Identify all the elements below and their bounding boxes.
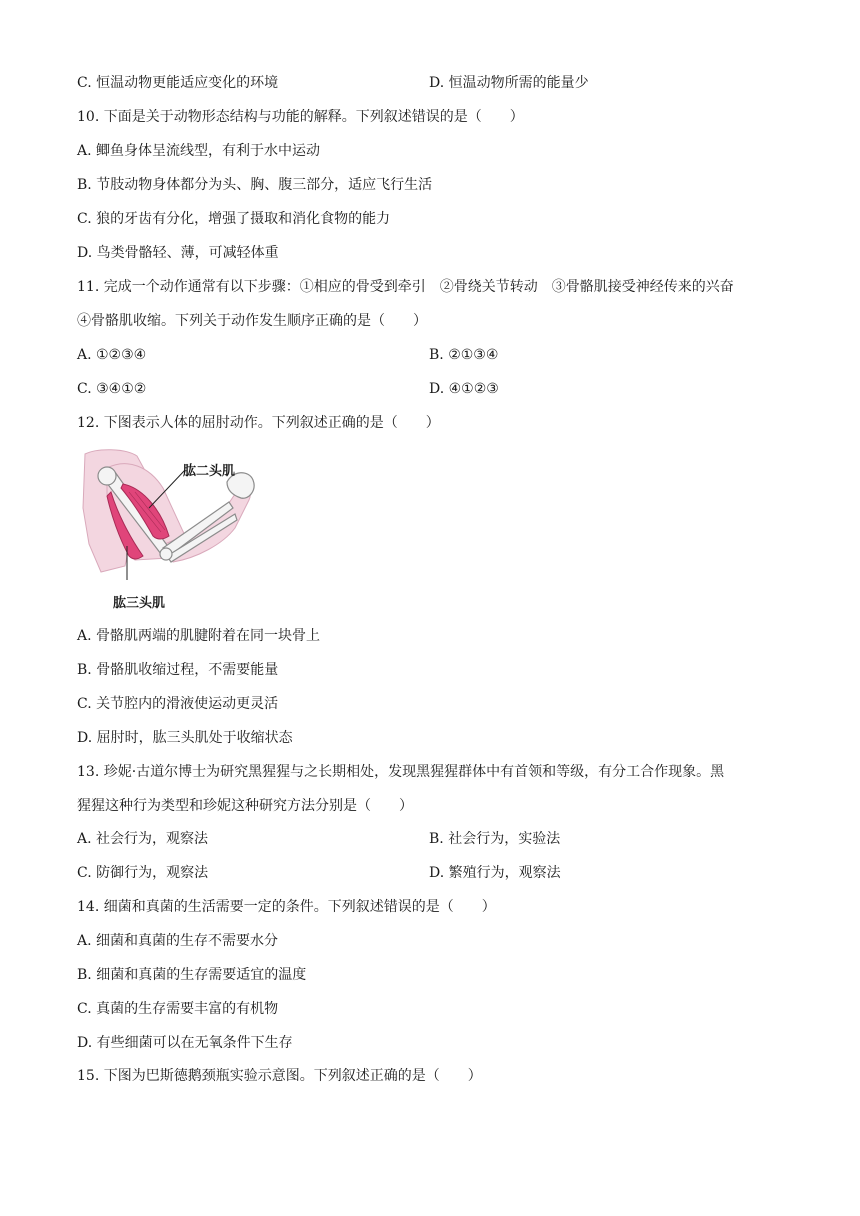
q14-option-d: D. 有些细菌可以在无氧条件下生存 bbox=[77, 1035, 293, 1051]
q11-stem-line2: ④骨骼肌收缩。下列关于动作发生顺序正确的是（ ） bbox=[77, 313, 427, 329]
q15-stem: 15. 下图为巴斯德鹅颈瓶实验示意图。下列叙述正确的是（ ） bbox=[77, 1068, 482, 1084]
q10-option-a: A. 鲫鱼身体呈流线型，有利于水中运动 bbox=[77, 143, 321, 159]
q14-option-b: B. 细菌和真菌的生存需要适宜的温度 bbox=[77, 967, 307, 983]
q10-option-b: B. 节肢动物身体都分为头、胸、腹三部分，适应飞行生活 bbox=[77, 177, 433, 193]
triceps-label: 肱三头肌 bbox=[113, 596, 166, 611]
elbow-flexion-figure bbox=[77, 448, 277, 618]
q13-stem-line2: 猩猩这种行为类型和珍妮这种研究方法分别是（ ） bbox=[77, 798, 413, 814]
q11-option-c: C. ③④①② bbox=[77, 381, 147, 397]
q13-option-d: D. 繁殖行为，观察法 bbox=[429, 865, 561, 881]
q13-stem-line1: 13. 珍妮·古道尔博士为研究黑猩猩与之长期相处，发现黑猩猩群体中有首领和等级，有分工合作现象。黑 bbox=[77, 764, 725, 780]
q14-option-c: C. 真菌的生存需要丰富的有机物 bbox=[77, 1001, 279, 1017]
q9-option-d: D. 恒温动物所需的能量少 bbox=[429, 75, 589, 91]
biceps-label: 肱二头肌 bbox=[183, 464, 236, 479]
q11-stem-line1: 11. 完成一个动作通常有以下步骤：①相应的骨受到牵引 ②骨绕关节转动 ③骨骼肌接受神经传来的兴奋 bbox=[77, 279, 734, 295]
q10-option-c: C. 狼的牙齿有分化，增强了摄取和消化食物的能力 bbox=[77, 211, 391, 227]
q11-option-b: B. ②①③④ bbox=[429, 347, 499, 363]
q12-option-d: D. 屈肘时，肱三头肌处于收缩状态 bbox=[77, 730, 293, 746]
q12-option-c: C. 关节腔内的滑液使运动更灵活 bbox=[77, 696, 279, 712]
q11-option-d: D. ④①②③ bbox=[429, 381, 499, 397]
q13-option-c: C. 防御行为，观察法 bbox=[77, 865, 209, 881]
q10-stem: 10. 下面是关于动物形态结构与功能的解释。下列叙述错误的是（ ） bbox=[77, 109, 524, 125]
q12-option-a: A. 骨骼肌两端的肌腱附着在同一块骨上 bbox=[77, 628, 321, 644]
q13-option-b: B. 社会行为，实验法 bbox=[429, 831, 561, 847]
q10-option-d: D. 鸟类骨骼轻、薄，可减轻体重 bbox=[77, 245, 279, 261]
q12-stem: 12. 下图表示人体的屈肘动作。下列叙述正确的是（ ） bbox=[77, 415, 440, 431]
shoulder-joint bbox=[98, 467, 116, 485]
q14-option-a: A. 细菌和真菌的生存不需要水分 bbox=[77, 933, 279, 949]
arm-illustration bbox=[77, 448, 277, 588]
q14-stem: 14. 细菌和真菌的生活需要一定的条件。下列叙述错误的是（ ） bbox=[77, 899, 496, 915]
q9-option-c: C. 恒温动物更能适应变化的环境 bbox=[77, 75, 279, 91]
q12-option-b: B. 骨骼肌收缩过程，不需要能量 bbox=[77, 662, 279, 678]
elbow-joint bbox=[160, 548, 172, 560]
q13-option-a: A. 社会行为，观察法 bbox=[77, 831, 209, 847]
q11-option-a: A. ①②③④ bbox=[77, 347, 147, 363]
